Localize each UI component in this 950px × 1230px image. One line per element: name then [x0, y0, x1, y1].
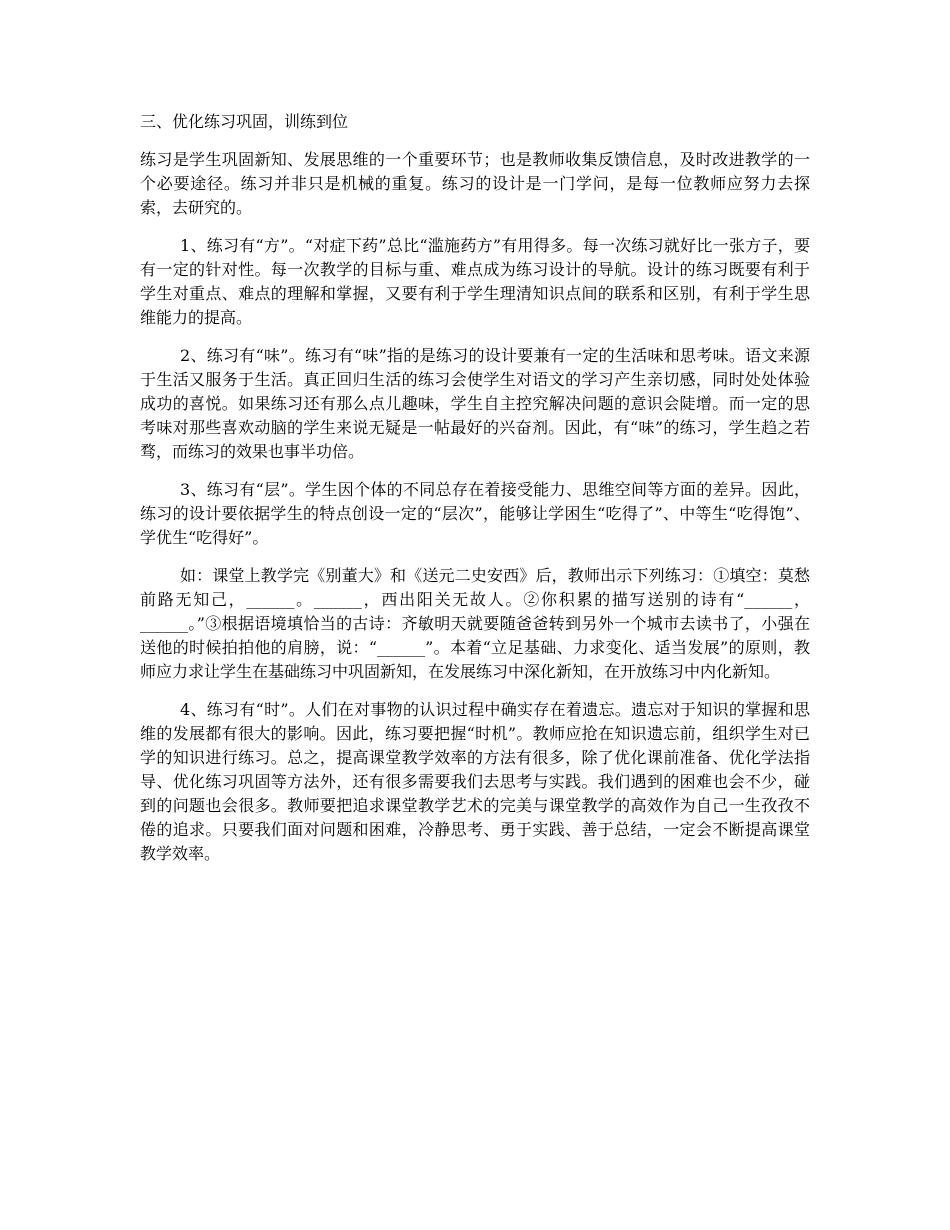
- paragraph-point-1: 1、练习有“方”。“对症下药”总比“滥施药方”有用得多。每一次练习就好比一张方子，要有一定的针对性。每一次教学的目标与重、难点成为练习设计的导航。设计的练习既要有利于学生对重点、难点的理解和掌握，又要有利于学生理清知识点间的联系和区别，有利于学生思维能力的提高。: [140, 236, 810, 327]
- paragraph-intro: 练习是学生巩固新知、发展思维的一个重要环节；也是教师收集反馈信息，及时改进教学的一个必要途径。练习并非只是机械的重复。练习的设计是一门学问，是每一位教师应努力去探索，去研究的。: [140, 150, 810, 217]
- paragraph-example: 如：课堂上教学完《别董大》和《送元二史安西》后，教师出示下列练习：①填空：莫愁前路无知己，______。______，西出阳关无故人。②你积累的描写送别的诗有“______，______。”③根据语境填恰当的古诗：齐敏明天就要随爸爸转到另外一个城市去读书了，小强在送他的时候拍拍他的肩膀，说：“______”。本着“立足基础、力求变化、适当发展”的原则，教师应力求让学生在基础练习中巩固新知，在发展练习中深化新知，在开放练习中内化新知。: [140, 566, 810, 681]
- paragraph-point-4: 4、练习有“时”。人们在对事物的认识过程中确实存在着遗忘。遗忘对于知识的掌握和思维的发展都有很大的影响。因此，练习要把握“时机”。教师应抢在知识遗忘前，组织学生对已学的知识进行练习。总之，提高课堂教学效率的方法有很多，除了优化课前准备、优化学法指导、优化练习巩固等方法外，还有很多需要我们去思考与实践。我们遇到的困难也会不少，碰到的问题也会很多。教师要把追求课堂教学艺术的完美与课堂教学的高效作为自己一生孜孜不倦的追求。只要我们面对问题和困难，冷静思考、勇于实践、善于总结，一定会不断提高课堂教学效率。: [140, 700, 810, 863]
- document-page: [140, 110, 810, 880]
- section-heading: 三、优化练习巩固，训练到位: [140, 112, 349, 131]
- paragraph-point-3: 3、练习有“层”。学生因个体的不同总存在着接受能力、思维空间等方面的差异。因此，练习的设计要依据学生的特点创设一定的“层次”，能够让学困生“吃得了”、中等生“吃得饱”、学优生“吃得好”。: [140, 480, 810, 547]
- paragraph-point-2: 2、练习有“味”。练习有“味”指的是练习的设计要兼有一定的生活味和思考味。语文来源于生活又服务于生活。真正回归生活的练习会使学生对语文的学习产生亲切感，同时处处体验成功的喜悦。如果练习还有那么点儿趣味，学生自主控究解决问题的意识会陡增。而一定的思考味对那些喜欢动脑的学生来说无疑是一帖最好的兴奋剂。因此，有“味”的练习，学生趋之若骛，而练习的效果也事半功倍。: [140, 346, 810, 461]
